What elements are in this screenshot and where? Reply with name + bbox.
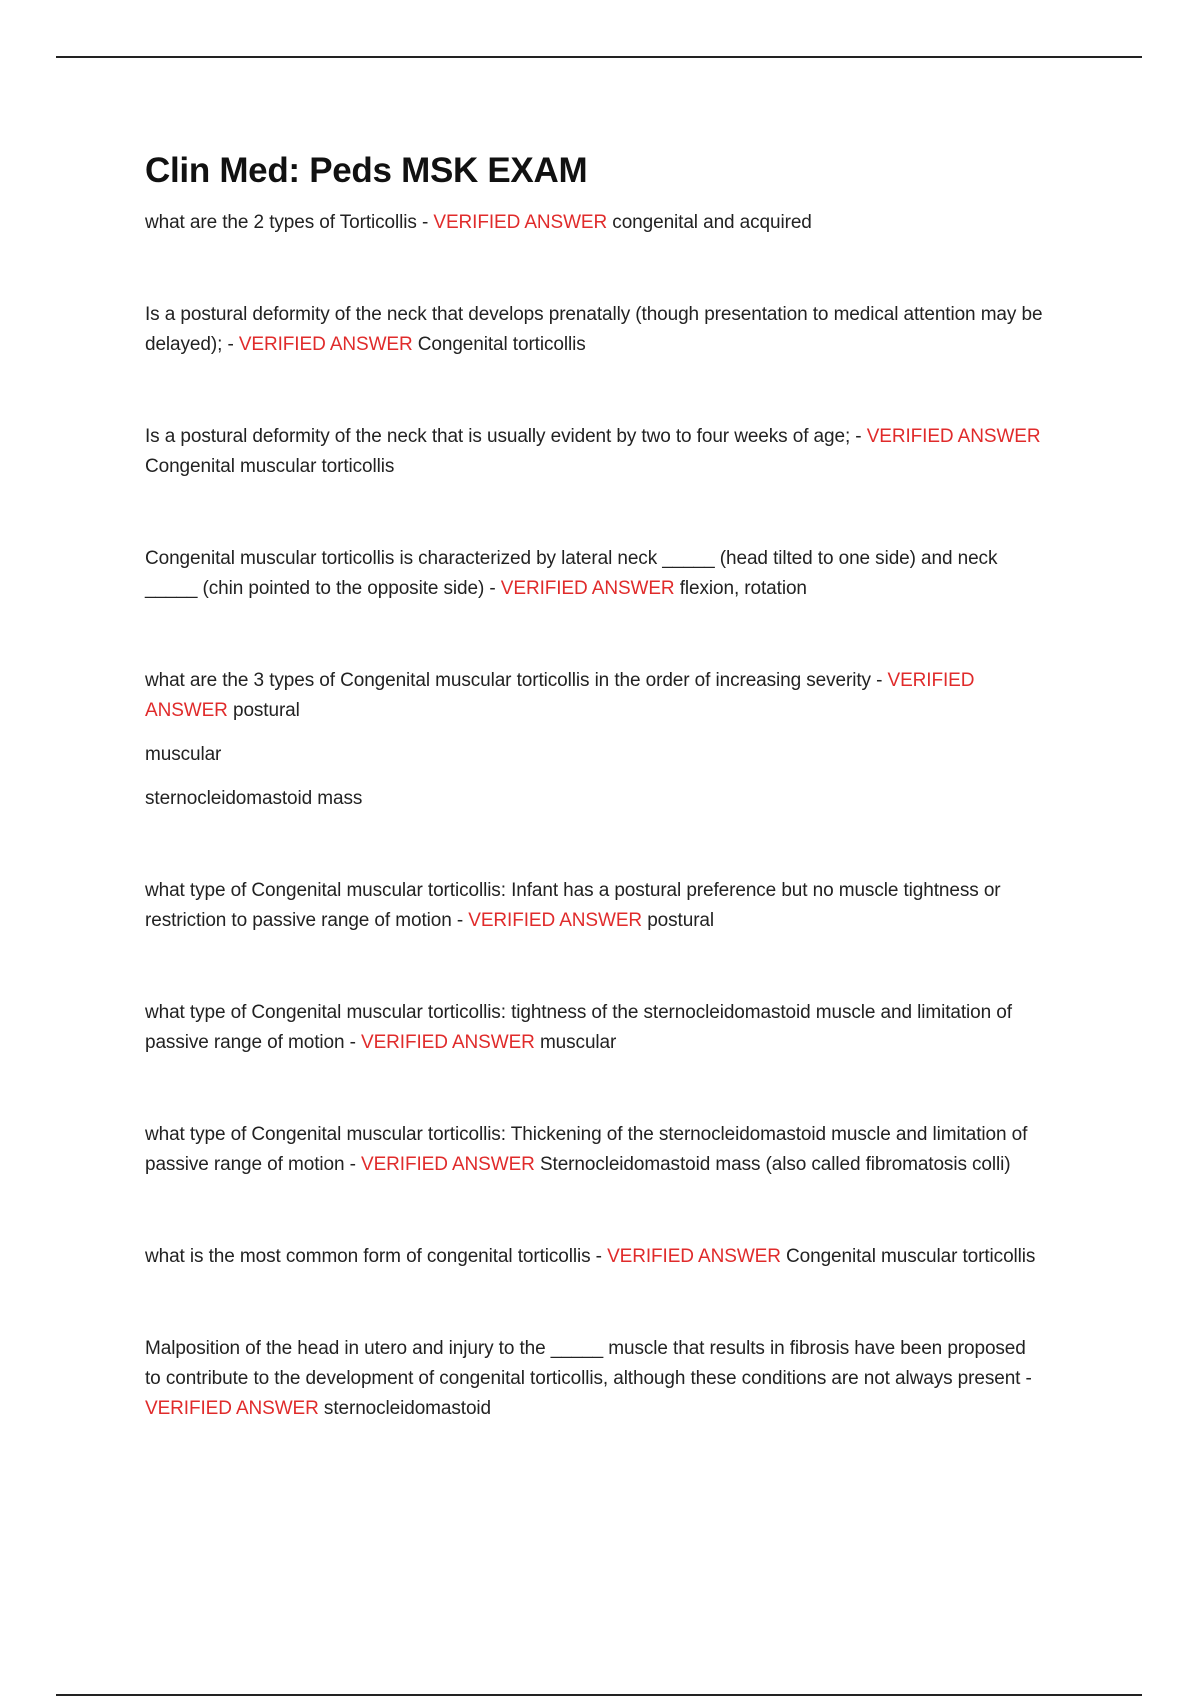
verified-answer-tag: VERIFIED ANSWER [433, 212, 608, 233]
qa-item [145, 208, 1045, 238]
verified-answer-tag: VERIFIED ANSWER [361, 1032, 535, 1053]
top-rule [56, 56, 1142, 58]
qa-item [145, 300, 1045, 360]
answer-extra-line: muscular [145, 744, 222, 765]
answer-text: Congenital torticollis [412, 334, 586, 355]
qa-item [145, 1242, 1045, 1272]
answer-text: postural [642, 910, 715, 931]
qa-item [145, 1120, 1045, 1180]
question-text: what is the most common form of congenital torticollis - [145, 1246, 608, 1267]
answer-text: Sternocleidomastoid mass (also called fibromatosis colli) [534, 1154, 1011, 1175]
verified-answer-tag: VERIFIED ANSWER [468, 910, 643, 931]
question-text: Is a postural deformity of the neck that is usually evident by two to four weeks of age; - [145, 426, 867, 447]
verified-answer-tag: VERIFIED ANSWER [145, 670, 975, 721]
answer-text: flexion, rotation [674, 578, 807, 599]
document-title: Clin Med: Peds MSK EXAM [145, 151, 588, 190]
question-text: Congenital muscular torticollis is characterized by lateral neck _____ (head tilted to one side) and neck _____ (chin pointed to the opposite side) - [145, 548, 998, 599]
question-text: Is a postural deformity of the neck that develops prenatally (though presentation to medical attention may be delayed); - [145, 304, 1043, 355]
document-body [145, 150, 1045, 1486]
bottom-rule [56, 1694, 1142, 1696]
answer-text: Congenital muscular torticollis [780, 1246, 1036, 1267]
question-text: what type of Congenital muscular torticollis: Thickening of the sternocleidomastoid muscle and limitation of passive range of motion - [145, 1124, 1028, 1175]
verified-answer-tag: VERIFIED ANSWER [607, 1246, 781, 1267]
qa-item [145, 666, 1045, 814]
answer-text: postural [227, 700, 300, 721]
verified-answer-tag: VERIFIED ANSWER [500, 578, 675, 599]
answer-text: congenital and acquired [607, 212, 812, 233]
verified-answer-tag: VERIFIED ANSWER [145, 1398, 319, 1419]
answer-extra-line: sternocleidomastoid mass [145, 788, 363, 809]
qa-item [145, 422, 1045, 482]
qa-item [145, 998, 1045, 1058]
answer-text: sternocleidomastoid [318, 1398, 492, 1419]
verified-answer-tag: VERIFIED ANSWER [238, 334, 413, 355]
question-text: what type of Congenital muscular torticollis: tightness of the sternocleidomastoid muscle and limitation of passive range of motion - [145, 1002, 1012, 1053]
question-text: what are the 2 types of Torticollis - [145, 212, 434, 233]
verified-answer-tag: VERIFIED ANSWER [866, 426, 1041, 447]
question-text: what are the 3 types of Congenital muscular torticollis in the order of increasing severity - [145, 670, 888, 691]
question-text: Malposition of the head in utero and injury to the _____ muscle that results in fibrosis have been proposed to contribute to the development of congenital torticollis, although these conditions are not always present - [145, 1338, 1032, 1389]
answer-text: muscular [534, 1032, 617, 1053]
verified-answer-tag: VERIFIED ANSWER [361, 1154, 535, 1175]
answer-text: Congenital muscular torticollis [145, 456, 395, 477]
qa-item [145, 876, 1045, 936]
question-text: what type of Congenital muscular torticollis: Infant has a postural preference but no muscle tightness or restriction to passive range of motion - [145, 880, 1001, 931]
qa-item [145, 1334, 1045, 1424]
qa-item [145, 544, 1045, 604]
